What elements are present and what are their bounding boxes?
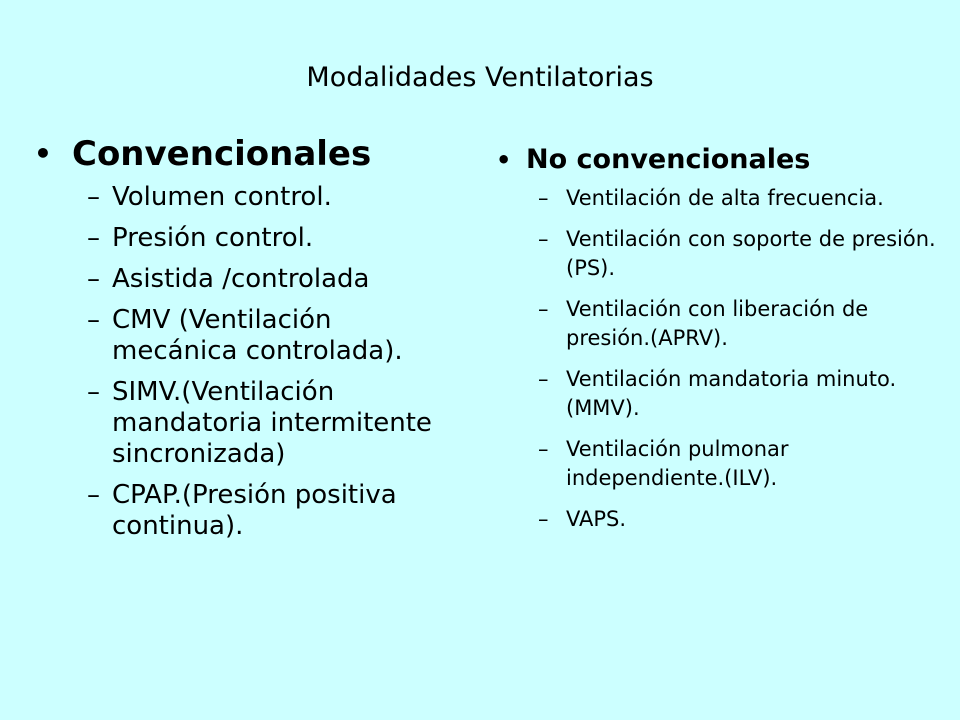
- dash-icon: –: [87, 377, 100, 407]
- list-item-text: Ventilación con soporte de presión.(PS).: [566, 227, 936, 280]
- dash-icon: –: [87, 480, 100, 510]
- list-item: [87, 480, 454, 542]
- list-item-text: CPAP.(Presión positiva continua).: [112, 480, 397, 541]
- list-item: [87, 305, 454, 367]
- conventional-list: [87, 182, 454, 542]
- list-item: [538, 184, 936, 213]
- non-conventional-column: [496, 140, 936, 546]
- list-item: [87, 377, 454, 470]
- list-item-text: Ventilación con liberación de presión.(APRV).: [566, 297, 869, 350]
- dash-icon: –: [538, 437, 549, 461]
- list-item-text: Ventilación pulmonar independiente.(ILV).: [566, 437, 789, 490]
- list-item: [87, 223, 454, 254]
- list-item: [87, 264, 454, 295]
- list-item-text: SIMV.(Ventilación mandatoria intermitente sincronizada): [112, 377, 432, 469]
- non-conventional-heading: No convencionales: [526, 144, 811, 175]
- list-item-text: Ventilación mandatoria minuto.(MMV).: [566, 367, 897, 420]
- list-item-text: CMV (Ventilación mecánica controlada).: [112, 305, 403, 366]
- dash-icon: –: [538, 297, 549, 321]
- list-item: [538, 435, 936, 493]
- dash-icon: –: [87, 305, 100, 335]
- dash-icon: –: [87, 223, 100, 253]
- list-item-text: Presión control.: [112, 223, 314, 253]
- list-item: [538, 225, 936, 283]
- bullet-icon: •: [34, 137, 52, 170]
- non-conventional-heading-row: [496, 140, 936, 180]
- conventional-heading-row: [34, 130, 454, 178]
- dash-icon: –: [538, 186, 549, 210]
- list-item: [87, 182, 454, 213]
- list-item-text: VAPS.: [566, 507, 627, 531]
- dash-icon: –: [87, 182, 100, 212]
- conventional-heading: Convencionales: [72, 134, 372, 174]
- list-item: [538, 365, 936, 423]
- list-item: [538, 505, 936, 534]
- list-item-text: Ventilación de alta frecuencia.: [566, 186, 884, 210]
- conventional-column: [34, 130, 454, 552]
- dash-icon: –: [538, 507, 549, 531]
- slide-title: Modalidades Ventilatorias: [306, 62, 654, 93]
- dash-icon: –: [87, 264, 100, 294]
- list-item-text: Asistida /controlada: [112, 264, 370, 294]
- list-item: [538, 295, 936, 353]
- dash-icon: –: [538, 227, 549, 251]
- dash-icon: –: [538, 367, 549, 391]
- non-conventional-list: [538, 184, 936, 534]
- bullet-icon: •: [496, 146, 512, 174]
- list-item-text: Volumen control.: [112, 182, 332, 212]
